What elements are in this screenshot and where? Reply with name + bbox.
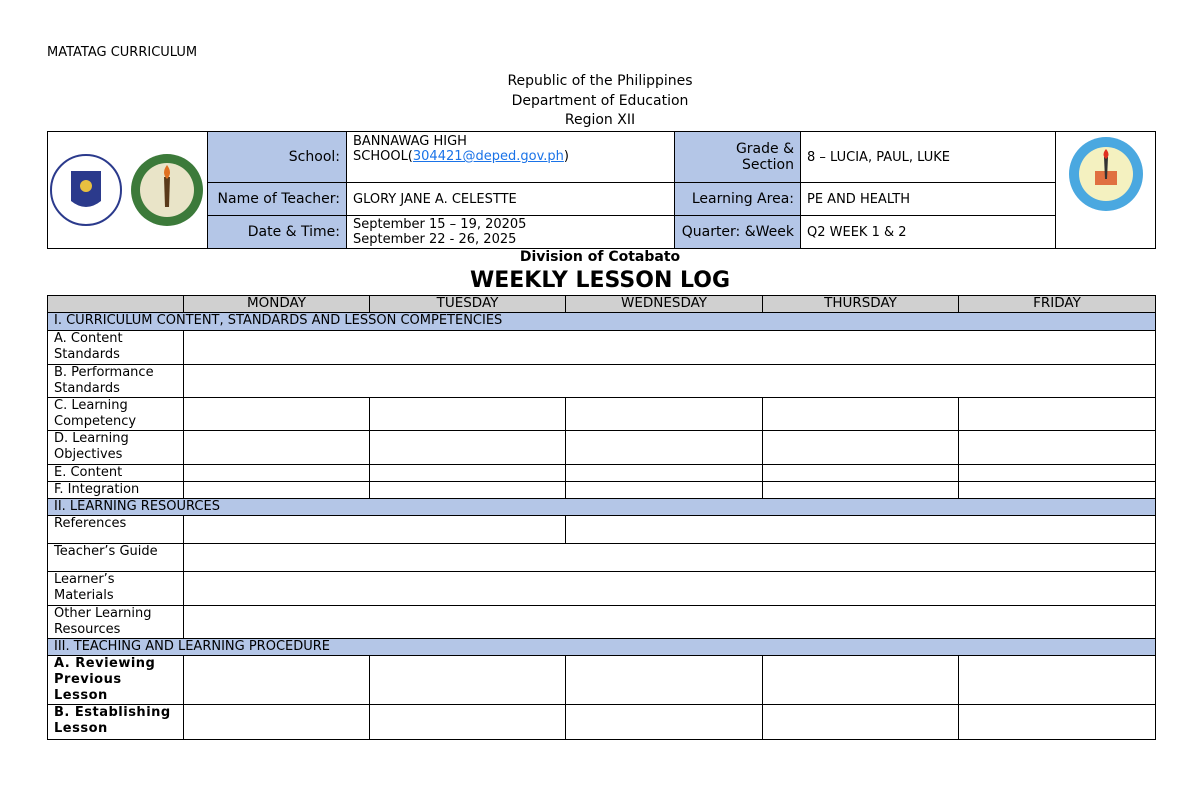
curriculum-label: MATATAG CURRICULUM bbox=[47, 45, 198, 60]
grade-label: Grade & Section bbox=[675, 132, 801, 183]
cell[interactable] bbox=[566, 465, 763, 482]
cell[interactable] bbox=[763, 656, 959, 705]
page-title: WEEKLY LESSON LOG bbox=[469, 268, 731, 293]
section-learning-resources: II. LEARNING RESOURCES bbox=[48, 499, 1156, 516]
cell[interactable] bbox=[566, 398, 763, 431]
school-email-link[interactable]: 304421@deped.gov.ph bbox=[412, 149, 564, 164]
school-label: School: bbox=[208, 132, 347, 183]
cell[interactable] bbox=[184, 465, 370, 482]
cell[interactable] bbox=[763, 705, 959, 740]
bannawag-school-logo-icon bbox=[1063, 135, 1149, 213]
cell[interactable] bbox=[763, 482, 959, 499]
cell[interactable] bbox=[370, 431, 566, 465]
row-teachers-guide: Teacher’s Guide bbox=[48, 544, 184, 572]
logos-cell bbox=[48, 132, 208, 249]
row-performance-standards: B. Performance Standards bbox=[48, 365, 184, 398]
performance-standards-cell[interactable] bbox=[184, 365, 1156, 398]
cell[interactable] bbox=[763, 431, 959, 465]
day-monday: MONDAY bbox=[184, 296, 370, 313]
school-value: BANNAWAG HIGH SCHOOL(304421@deped.gov.ph) bbox=[347, 132, 675, 183]
date-value: September 15 – 19, 20205 September 22 - 26, 2025 bbox=[347, 216, 675, 249]
lesson-log-table bbox=[47, 295, 1156, 740]
area-value: PE AND HEALTH bbox=[801, 183, 1056, 216]
row-content: E. Content bbox=[48, 465, 184, 482]
row-content-standards: A. Content Standards bbox=[48, 331, 184, 365]
cell[interactable] bbox=[566, 656, 763, 705]
cell[interactable] bbox=[763, 465, 959, 482]
teacher-label: Name of Teacher: bbox=[208, 183, 347, 216]
cell[interactable] bbox=[184, 656, 370, 705]
content-standards-cell[interactable] bbox=[184, 331, 1156, 365]
deped-seal-icon bbox=[49, 151, 123, 229]
cell[interactable] bbox=[370, 465, 566, 482]
division-seal-icon bbox=[128, 151, 206, 229]
cell[interactable] bbox=[184, 705, 370, 740]
deped-heading: Department of Education bbox=[511, 93, 689, 109]
cell[interactable] bbox=[959, 705, 1156, 740]
cell[interactable] bbox=[184, 516, 566, 544]
cell[interactable] bbox=[370, 656, 566, 705]
row-references: References bbox=[48, 516, 184, 544]
row-establishing: B. Establishing Lesson bbox=[48, 705, 184, 740]
grade-value: 8 – LUCIA, PAUL, LUKE bbox=[801, 132, 1056, 183]
division-heading: Division of Cotabato bbox=[519, 249, 681, 265]
teacher-value: GLORY JANE A. CELESTTE bbox=[347, 183, 675, 216]
cell[interactable] bbox=[184, 482, 370, 499]
cell[interactable] bbox=[184, 398, 370, 431]
section-procedure: III. TEACHING AND LEARNING PROCEDURE bbox=[48, 639, 1156, 656]
corner-cell bbox=[48, 296, 184, 313]
cell[interactable] bbox=[370, 398, 566, 431]
cell[interactable] bbox=[959, 482, 1156, 499]
cell[interactable] bbox=[959, 398, 1156, 431]
cell[interactable] bbox=[370, 705, 566, 740]
row-learners-materials: Learner’s Materials bbox=[48, 572, 184, 606]
cell[interactable] bbox=[184, 544, 1156, 572]
info-table bbox=[47, 131, 1156, 249]
day-tuesday: TUESDAY bbox=[370, 296, 566, 313]
cell[interactable] bbox=[184, 572, 1156, 606]
day-header-row bbox=[48, 296, 1156, 313]
cell[interactable] bbox=[370, 482, 566, 499]
cell[interactable] bbox=[959, 465, 1156, 482]
row-reviewing: A. Reviewing Previous Lesson bbox=[48, 656, 184, 705]
row-integration: F. Integration bbox=[48, 482, 184, 499]
republic-heading: Republic of the Philippines bbox=[507, 73, 693, 89]
cell[interactable] bbox=[566, 431, 763, 465]
cell[interactable] bbox=[566, 482, 763, 499]
cell[interactable] bbox=[566, 516, 1156, 544]
cell[interactable] bbox=[959, 431, 1156, 465]
cell[interactable] bbox=[184, 431, 370, 465]
cell[interactable] bbox=[959, 656, 1156, 705]
region-heading: Region XII bbox=[564, 112, 636, 128]
date-label: Date & Time: bbox=[208, 216, 347, 249]
section-curriculum: I. CURRICULUM CONTENT, STANDARDS AND LESSON COMPETENCIES bbox=[48, 313, 1156, 331]
cell[interactable] bbox=[763, 398, 959, 431]
day-friday: FRIDAY bbox=[959, 296, 1156, 313]
cell[interactable] bbox=[566, 705, 763, 740]
row-other-resources: Other Learning Resources bbox=[48, 606, 184, 639]
quarter-value: Q2 WEEK 1 & 2 bbox=[801, 216, 1056, 249]
day-wednesday: WEDNESDAY bbox=[566, 296, 763, 313]
area-label: Learning Area: bbox=[675, 183, 801, 216]
school-logo-cell bbox=[1056, 132, 1156, 249]
row-learning-competency: C. Learning Competency bbox=[48, 398, 184, 431]
quarter-label: Quarter: &Week bbox=[675, 216, 801, 249]
day-thursday: THURSDAY bbox=[763, 296, 959, 313]
cell[interactable] bbox=[184, 606, 1156, 639]
row-learning-objectives: D. Learning Objectives bbox=[48, 431, 184, 465]
